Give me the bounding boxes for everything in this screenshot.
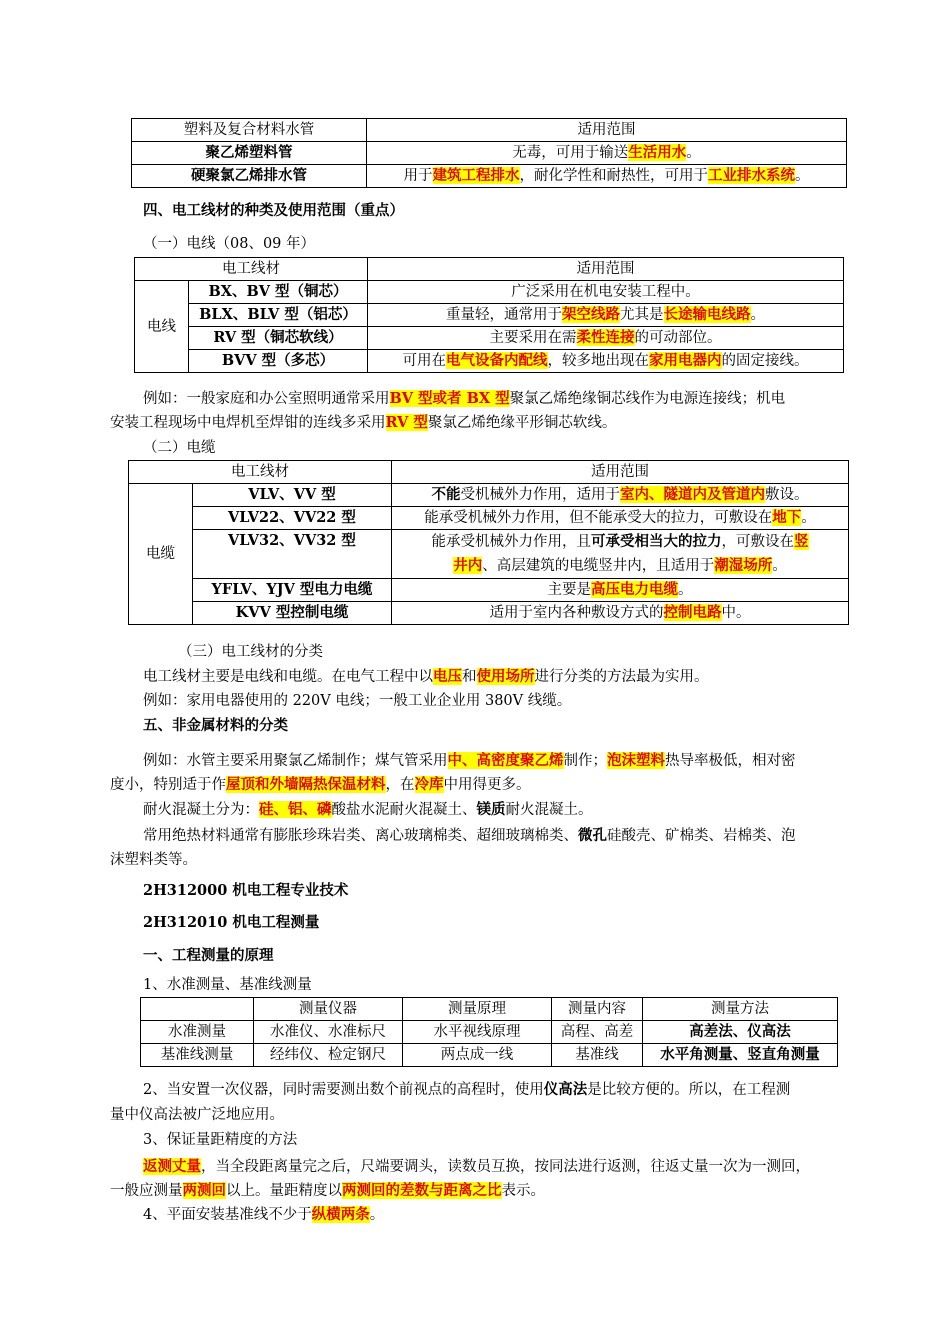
table-header: 电工线材	[135, 258, 368, 281]
table-cell: 水平视线原理	[403, 1021, 552, 1044]
table-cell: VLV22、VV22 型	[193, 507, 392, 530]
table-cell: YFLV、YJV 型电力电缆	[193, 579, 392, 602]
table-cell: VLV、VV 型	[193, 484, 392, 507]
cable-table	[128, 460, 849, 625]
subsection-heading: （三）电工线材的分类	[178, 644, 323, 660]
table-header: 适用范围	[392, 461, 849, 484]
table-header: 塑料及复合材料水管	[132, 119, 367, 142]
section-heading: 一、工程测量的原理	[143, 947, 274, 964]
table-header: 适用范围	[367, 119, 847, 142]
paragraph-line: 电工线材主要是电线和电缆。在电气工程中以电压和使用场所进行分类的方法最为实用。	[143, 668, 709, 685]
table-cell: 适用于室内各种敷设方式的控制电路中。	[392, 602, 849, 625]
paragraph-line: 4、平面安装基准线不少于纵横两条。	[143, 1206, 385, 1223]
table-cell: 聚乙烯塑料管	[132, 142, 367, 165]
table-cell: 经纬仪、检定钢尺	[254, 1044, 403, 1067]
paragraph-line: 度小，特别适于作屋顶和外墙隔热保温材料，在冷库中用得更多。	[110, 776, 531, 793]
subsection-heading: （一）电线（08、09 年）	[143, 236, 316, 252]
paragraph-line: 一般应测量两测回以上。量距精度以两测回的差数与距离之比表示。	[110, 1182, 545, 1199]
table-group-cell: 电缆	[129, 484, 193, 625]
table-header: 测量原理	[403, 998, 552, 1021]
table-cell: 重量轻，通常用于架空线路尤其是长途输电线路。	[368, 304, 844, 327]
table-cell: 水准仪、水准标尺	[254, 1021, 403, 1044]
table-group-cell: 电线	[135, 281, 189, 373]
table-cell: 无毒，可用于输送生活用水。	[367, 142, 847, 165]
table-cell: 能承受机械外力作用，但不能承受大的拉力，可敷设在地下。	[392, 507, 849, 530]
section-code: 2H312010 机电工程测量	[143, 914, 320, 931]
table-cell: 水平角测量、竖直角测量	[643, 1044, 838, 1067]
table-header: 测量方法	[643, 998, 838, 1021]
subsection-heading: （二）电缆	[143, 440, 216, 456]
section-heading: 四、电工线材的种类及使用范围（重点）	[143, 202, 404, 219]
table-cell: 基准线测量	[141, 1044, 254, 1067]
table-cell: 可用在电气设备内配线，较多地出现在家用电器内的固定接线。	[368, 350, 844, 373]
table-cell: 广泛采用在机电安装工程中。	[368, 281, 844, 304]
table-cell: 水准测量	[141, 1021, 254, 1044]
table-cell: 硬聚氯乙烯排水管	[132, 165, 367, 188]
section-code: 2H312000 机电工程专业技术	[143, 882, 349, 899]
paragraph-line: 常用绝热材料通常有膨胀珍珠岩类、离心玻璃棉类、超细玻璃棉类、微孔硅酸壳、矿棉类、岩棉类、泡	[143, 827, 796, 844]
table-cell: BX、BV 型（铜芯）	[189, 281, 368, 304]
table-cell: 用于建筑工程排水，耐化学性和耐热性，可用于工业排水系统。	[367, 165, 847, 188]
paragraph-line: 耐火混凝土分为：硅、铝、磷酸盐水泥耐火混凝土、镁质耐火混凝土。	[143, 801, 593, 818]
table-header: 电工线材	[129, 461, 392, 484]
table-cell: 高程、高差	[552, 1021, 643, 1044]
table-cell: VLV32、VV32 型	[193, 530, 392, 579]
table-cell: RV 型（铜芯软线）	[189, 327, 368, 350]
table-header: 适用范围	[368, 258, 844, 281]
table-header: 测量仪器	[254, 998, 403, 1021]
paragraph-line: 量中仪高法被广泛地应用。	[110, 1107, 284, 1123]
table-cell: 两点成一线	[403, 1044, 552, 1067]
table-cell: 能承受机械外力作用，且可承受相当大的拉力，可敷设在竖 井内、高层建筑的电缆竖井内，且适用于潮湿场所。	[392, 530, 849, 579]
table-header: 测量内容	[552, 998, 643, 1021]
table-cell: 主要是高压电力电缆。	[392, 579, 849, 602]
table-cell: 高差法、仪高法	[643, 1021, 838, 1044]
pipe-table	[131, 118, 847, 188]
table-cell: BLX、BLV 型（铝芯）	[189, 304, 368, 327]
wire-table	[134, 257, 844, 373]
paragraph-line: 沫塑料类等。	[110, 852, 197, 868]
survey-table	[140, 997, 838, 1067]
table-cell: BVV 型（多芯）	[189, 350, 368, 373]
table-cell: 主要采用在需柔性连接的可动部位。	[368, 327, 844, 350]
table-cell: KVV 型控制电缆	[193, 602, 392, 625]
table-cell: 不能受机械外力作用，适用于室内、隧道内及管道内敷设。	[392, 484, 849, 507]
section-heading: 五、非金属材料的分类	[143, 717, 288, 734]
table-cell: 基准线	[552, 1044, 643, 1067]
paragraph-line: 安装工程现场中电焊机至焊钳的连线多采用RV 型聚氯乙烯绝缘平形铜芯软线。	[110, 414, 617, 431]
paragraph-line: 返测丈量，当全段距离量完之后，尺端要调头，读数员互换，按同法进行返测，往返丈量一次为一测回，	[143, 1158, 810, 1175]
paragraph-line: 3、保证量距精度的方法	[143, 1132, 298, 1148]
paragraph-line: 例如：一般家庭和办公室照明通常采用BV 型或者 BX 型聚氯乙烯绝缘铜芯线作为电源连接线；机电	[143, 390, 786, 407]
paragraph-line: 例如：家用电器使用的 220V 电线；一般工业企业用 380V 线缆。	[143, 693, 572, 709]
paragraph-line: 例如：水管主要采用聚氯乙烯制作；煤气管采用中、高密度聚乙烯制作；泡沫塑料热导率极低，相对密	[143, 752, 796, 769]
table-header	[141, 998, 254, 1021]
paragraph-line: 2、当安置一次仪器，同时需要测出数个前视点的高程时，使用仪高法是比较方便的。所以，在工程测	[143, 1081, 791, 1098]
subsection-heading: 1、水准测量、基准线测量	[143, 977, 312, 993]
